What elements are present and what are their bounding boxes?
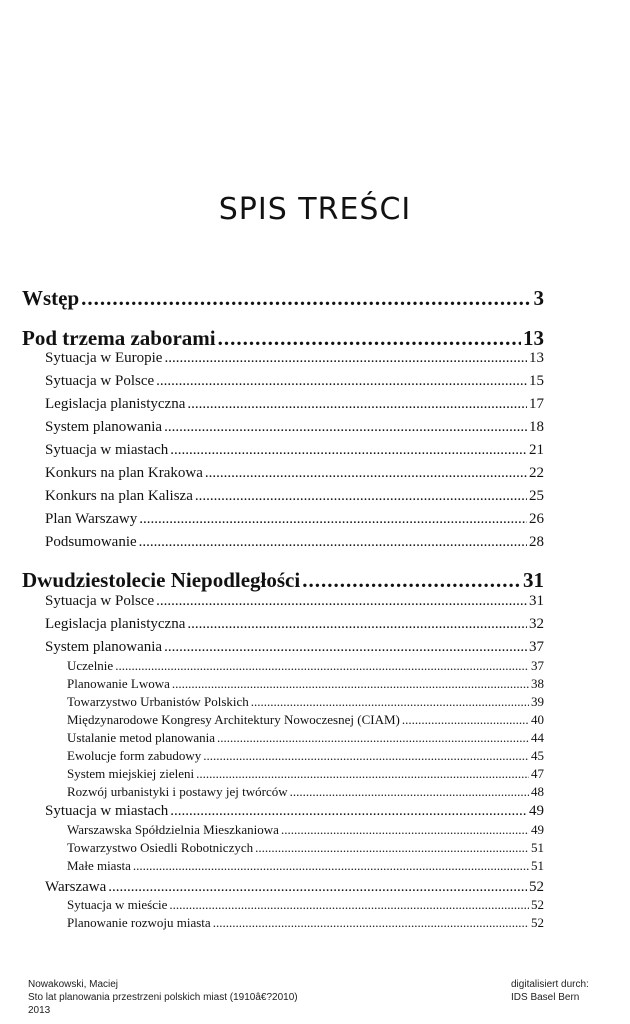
toc-page-number: 22 xyxy=(529,465,544,481)
toc-section xyxy=(45,350,544,367)
toc-section xyxy=(45,639,544,656)
toc-dot-leader xyxy=(187,396,527,413)
toc-page-number: 17 xyxy=(529,396,544,412)
toc-dot-leader xyxy=(133,858,529,874)
toc-entry-title: Towarzystwo Osiedli Robotniczych xyxy=(67,840,254,855)
toc-page-number: 37 xyxy=(529,639,544,655)
toc-page-number: 28 xyxy=(529,534,544,550)
toc-section xyxy=(45,879,544,896)
toc-entry-title: Sytuacja w miastach xyxy=(45,442,169,458)
toc-page-number: 49 xyxy=(531,822,544,837)
toc-subsection xyxy=(67,822,544,838)
toc-page-number: 15 xyxy=(529,373,544,389)
toc-dot-leader xyxy=(164,350,527,367)
toc-dot-leader xyxy=(213,915,529,931)
toc-dot-leader xyxy=(302,568,521,593)
toc-section xyxy=(45,419,544,436)
toc-section xyxy=(45,803,544,820)
toc-entry-title: Sytuacja w mieście xyxy=(67,897,168,912)
toc-chapter xyxy=(22,326,544,351)
toc-page-number: 31 xyxy=(523,568,544,592)
toc-chapter xyxy=(22,568,544,593)
footer-digitized-label: digitalisiert durch: xyxy=(511,979,589,990)
toc-entry-title: Sytuacja w Europie xyxy=(45,350,163,366)
toc-subsection xyxy=(67,915,544,931)
toc-dot-leader xyxy=(195,488,527,505)
toc-subsection xyxy=(67,784,544,800)
toc-page-number: 21 xyxy=(529,442,544,458)
toc-page-number: 13 xyxy=(529,350,544,366)
toc-dot-leader xyxy=(187,616,527,633)
toc-dot-leader xyxy=(164,419,527,436)
toc-entry-title: Planowanie Lwowa xyxy=(67,676,170,691)
toc-page-number: 13 xyxy=(523,326,544,350)
toc-entry-title: Towarzystwo Urbanistów Polskich xyxy=(67,694,249,709)
toc-dot-leader xyxy=(156,593,527,610)
footer-year: 2013 xyxy=(28,1005,51,1016)
toc-entry-title: Uczelnie xyxy=(67,658,114,673)
toc-entry-title: Legislacja planistyczna xyxy=(45,396,186,412)
toc-page-number: 52 xyxy=(529,879,544,895)
toc-dot-leader xyxy=(402,712,529,728)
toc-section xyxy=(45,488,544,505)
toc-dot-leader xyxy=(108,879,527,896)
footer-digitized-by: IDS Basel Bern xyxy=(511,992,580,1003)
toc-subsection xyxy=(67,858,544,874)
toc-dot-leader xyxy=(290,784,529,800)
toc-subsection xyxy=(67,676,544,692)
toc-entry-title: Legislacja planistyczna xyxy=(45,616,186,632)
toc-page-number: 25 xyxy=(529,488,544,504)
toc-entry-title: System planowania xyxy=(45,639,163,655)
toc-dot-leader xyxy=(81,286,531,311)
toc-dot-leader xyxy=(251,694,529,710)
toc-entry-title: Pod trzema zaborami xyxy=(22,326,216,350)
footer-book-title: Sto lat planowania przestrzeni polskich miast (1910â€?2010) xyxy=(28,992,298,1003)
toc-page-number: 32 xyxy=(529,616,544,632)
toc-page-number: 51 xyxy=(531,840,544,855)
toc-page-number: 38 xyxy=(531,676,544,691)
toc-section xyxy=(45,373,544,390)
toc-dot-leader xyxy=(218,326,521,351)
toc-page-number: 31 xyxy=(529,593,544,609)
toc-entry-title: Wstęp xyxy=(22,286,80,310)
footer-author: Nowakowski, Maciej xyxy=(28,979,119,990)
toc-entry-title: Rozwój urbanistyki i postawy jej twórców xyxy=(67,784,288,799)
toc-page-number: 39 xyxy=(531,694,544,709)
toc-page-number: 37 xyxy=(531,658,544,673)
toc-entry-title: Małe miasta xyxy=(67,858,131,873)
toc-entry-title: Sytuacja w Polsce xyxy=(45,593,155,609)
toc-subsection xyxy=(67,748,544,764)
toc-entry-title: Podsumowanie xyxy=(45,534,137,550)
toc-page-number: 52 xyxy=(531,897,544,912)
toc-section xyxy=(45,534,544,551)
toc-dot-leader xyxy=(170,442,527,459)
toc-entry-title: Międzynarodowe Kongresy Architektury Nowoczesnej (CIAM) xyxy=(67,712,400,727)
toc-page-number: 51 xyxy=(531,858,544,873)
toc-dot-leader xyxy=(139,534,527,551)
toc-subsection xyxy=(67,840,544,856)
toc-entry-title: Sytuacja w Polsce xyxy=(45,373,155,389)
toc-entry-title: Konkurs na plan Krakowa xyxy=(45,465,203,481)
toc-entry-title: Ustalanie metod planowania xyxy=(67,730,216,745)
toc-dot-leader xyxy=(156,373,527,390)
toc-dot-leader xyxy=(172,676,529,692)
toc-page-number: 26 xyxy=(529,511,544,527)
toc-page-number: 3 xyxy=(533,286,544,310)
toc-entry-title: System miejskiej zieleni xyxy=(67,766,195,781)
toc-entry-title: Sytuacja w miastach xyxy=(45,803,169,819)
toc-subsection xyxy=(67,694,544,710)
toc-dot-leader xyxy=(164,639,527,656)
toc-page-number: 47 xyxy=(531,766,544,781)
toc-subsection xyxy=(67,897,544,913)
toc-dot-leader xyxy=(281,822,529,838)
toc-subsection xyxy=(67,712,544,728)
toc-entry-title: Plan Warszawy xyxy=(45,511,138,527)
toc-dot-leader xyxy=(203,748,529,764)
toc-entry-title: Warszawska Spółdzielnia Mieszkaniowa xyxy=(67,822,279,837)
toc-subsection xyxy=(67,658,544,674)
toc-dot-leader xyxy=(205,465,527,482)
toc-dot-leader xyxy=(169,897,529,913)
toc-chapter xyxy=(22,286,544,311)
toc-entry-title: Konkurs na plan Kalisza xyxy=(45,488,193,504)
toc-dot-leader xyxy=(196,766,529,782)
toc-entry-title: Ewolucje form zabudowy xyxy=(67,748,202,763)
toc-page-number: 49 xyxy=(529,803,544,819)
toc-subsection xyxy=(67,766,544,782)
toc-page-number: 44 xyxy=(531,730,544,745)
toc-entry-title: Planowanie rozwoju miasta xyxy=(67,915,211,930)
toc-entry-title: System planowania xyxy=(45,419,163,435)
toc-section xyxy=(45,465,544,482)
toc-subsection xyxy=(67,730,544,746)
toc-page-number: 45 xyxy=(531,748,544,763)
toc-page-number: 48 xyxy=(531,784,544,799)
toc-section xyxy=(45,396,544,413)
toc-entry-title: Dwudziestolecie Niepodległości xyxy=(22,568,301,592)
toc-page-number: 18 xyxy=(529,419,544,435)
toc-dot-leader xyxy=(170,803,527,820)
toc-section xyxy=(45,511,544,528)
toc-page-number: 40 xyxy=(531,712,544,727)
page-title: SPIS TREŚCI xyxy=(218,192,412,227)
toc-section xyxy=(45,616,544,633)
toc-dot-leader xyxy=(139,511,527,528)
toc-section xyxy=(45,593,544,610)
toc-dot-leader xyxy=(115,658,529,674)
toc-dot-leader xyxy=(217,730,529,746)
toc-section xyxy=(45,442,544,459)
toc-page-number: 52 xyxy=(531,915,544,930)
footer-citation xyxy=(28,978,298,1017)
toc-entry-title: Warszawa xyxy=(45,879,107,895)
footer-digitization xyxy=(511,978,589,1004)
toc-dot-leader xyxy=(255,840,529,856)
